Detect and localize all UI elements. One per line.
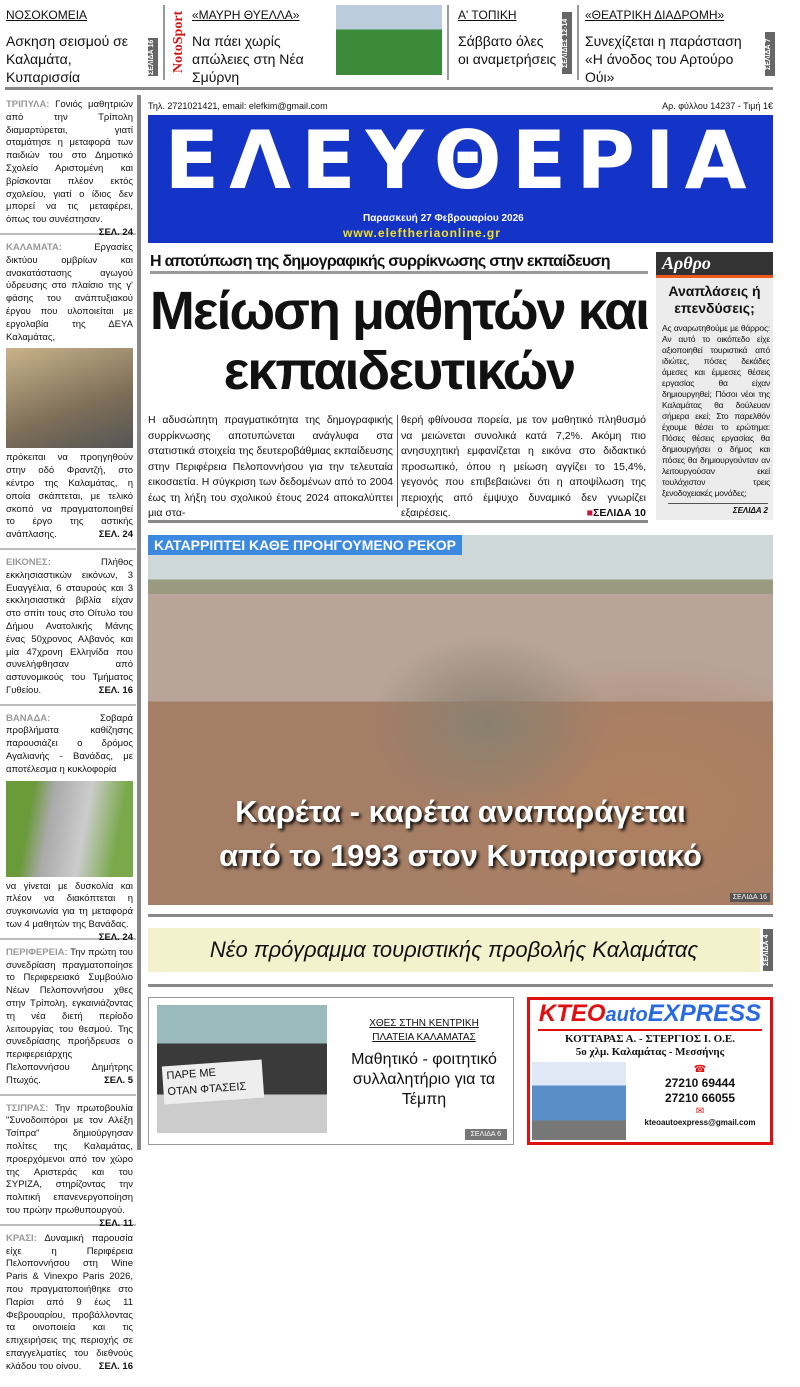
- ad-email[interactable]: kteoautoexpress@gmail.com: [644, 1118, 756, 1127]
- lead-body-col1: Η αδυσώπητη πραγματικότητα της δημογραφικής συρρίκνωσης αποτυπώνεται ανάγλυφα στα στατιστικά στοιχεία της δευτεροβάθμιας εκπαίδευσης στην Περιφέρεια Πελοποννήσου για την τελευταία εικοσαετία. Η σύγκριση των δεδομένων από το 2004 έως τη λήξη του σχολικού έτους 2024 αποκαλύπτει μια στα-: [148, 414, 393, 519]
- logo: ΕΛΕΥΘΕΡΙΑ: [164, 114, 757, 207]
- ad-phone[interactable]: 27210 66055: [664, 1091, 736, 1105]
- opinion-text: Ας αναρωτηθούμε με θάρρος: Αν αυτό το οικόπεδο είχε αξιοποιηθεί τουριστικά από ιδιώτες, πόσες δεκάδες άμεσες και έμμεσες θέσεις εργασίας θα είχαν δημιουργηθεί; Πόσοι νέοι της Καλαμάτας θα δούλευαν σήμερα εκεί; Στο παρελθόν έχουμε θέσει το ερώτημα: Πόσες θέσεις εργασίας θα δημιουργήσει ο δήμος και πόσες θα δημιουργούνταν αν λειτουργούσαν εκεί τουλάχιστον τρεις ξενοδοχειακές μονάδες;: [662, 323, 770, 498]
- teaser-theatre[interactable]: [585, 8, 763, 86]
- notosport-logo: NotoSport: [171, 10, 186, 74]
- brief-item[interactable]: ΚΡΑΣΙ: Δυναμική παρουσία είχε η Περιφέρεια Πελοποννήσου στη Wine Paris & Vinexpo Paris 2026, που πραγματοποιήθηκε στο Παρίσι από 9 έως 11 Φεβρουαρίου, προβάλλοντας τα οινοποιεία και τις επιχειρήσεις της περιοχής σε επαγγελματίες του διεθνούς κλάδου του οίνου. ΣΕΛ. 16: [6, 1232, 133, 1372]
- page-tab: ΣΕΛΙΔΕΣ 12-14: [562, 12, 572, 74]
- ad-brand: ΚΤΕΟ: [538, 1000, 606, 1027]
- roadworks-photo: [6, 348, 133, 448]
- teaser-title: Σάββατο όλες οι αναμετρήσεις: [458, 33, 557, 67]
- football-photo: [336, 5, 442, 75]
- teaser-title: Συνεχίζεται η παράσταση «Η άνοδος του Αρτούρο Ούι»: [585, 33, 742, 85]
- teaser-kicker: «ΘΕΑΤΡΙΚΗ ΔΙΑΔΡΟΜΗ»: [585, 8, 725, 22]
- banner-sign-text: ΟΤΑΝ ΦΤΑΣΕΙΣ: [167, 1080, 247, 1099]
- issue-info: Αρ. φύλλου 14237 - Τιμή 1€: [662, 101, 773, 111]
- ad-phone[interactable]: 27210 69444: [664, 1076, 736, 1090]
- kteo-ad[interactable]: [527, 997, 773, 1145]
- banner-sign-text: ΠΑΡΕ ΜΕ: [166, 1066, 217, 1083]
- kteo-building-photo: [532, 1062, 626, 1140]
- teaser-title: Ασκηση σεισμού σε Καλαμάτα, Κυπαρισσία: [6, 33, 128, 85]
- ad-address: 5ο χλμ. Καλαμάτας - Μεσσήνης: [575, 1046, 725, 1058]
- phone-icon: ☎: [693, 1064, 707, 1075]
- rally-photo: [157, 1005, 327, 1133]
- teaser-local[interactable]: [458, 8, 558, 68]
- banner-title: Νέο πρόγραμμα τουριστικής προβολής Καλαμάτας: [209, 937, 699, 962]
- website-link[interactable]: www.eleftheriaonline.gr: [343, 226, 501, 240]
- page-tab: ΣΕΛΙΔΑ 7: [765, 32, 775, 76]
- divider: [397, 415, 398, 507]
- teaser-hospitals[interactable]: [6, 8, 146, 86]
- teaser-kicker: «ΜΑΥΡΗ ΘΥΕΛΛΑ»: [192, 8, 300, 22]
- email-icon: ✉: [695, 1106, 705, 1117]
- lead-body-col2: θερή φθίνουσα πορεία, με τον μαθητικό πληθυσμό να μειώνεται συνολικά κατά 7,2%. Ακόμη πιο ανησυχητική εμφανίζεται η εικόνα στο διδακτικό προσωπικό, όπου η μείωση αγγίζει το 15,4%, γεγονός που επιβεβαιώνει ότι η αποψίλωση της περιοχής από έμψυχο δυναμικό δεν γνωρίζει εξαιρέσεις. ■ΣΕΛΙΔΑ 10: [401, 414, 646, 519]
- rally-page: ΣΕΛΙΔΑ 6: [465, 1129, 507, 1140]
- lead-kicker: Η αποτύπωση της δημογραφικής συρρίκνωσης στην εκπαίδευση: [150, 253, 648, 274]
- photo-headline-2: από το 1993 στον Κυπαρισσιακό: [219, 838, 702, 873]
- brief-item[interactable]: ΤΡΙΠΥΛΑ: Γονιός μαθητριών από την Τρίπολη διαμαρτύρεται, γιατί σταμάτησε η μεταφορά των παιδιών του στο Δημοτικό Σχολείο Αριστομένη και βρίσκονται πλέον εκτός σχολείου, γιατί ο ίδιος δεν μπορεί να τις μεταφέρει, όπως του συνέστησαν. ΣΕΛ. 24: [0, 99, 136, 235]
- page-tab: ΣΕΛΙΔΑ 4: [763, 929, 773, 971]
- photo-headline-1: Καρέτα - καρέτα αναπαράγεται: [235, 794, 686, 829]
- left-briefs: [0, 99, 136, 1387]
- divider: [577, 5, 579, 80]
- brief-item[interactable]: ΤΣΙΠΡΑΣ: Την πρωτοβουλία "Συνοδοιπόροι με τον Αλέξη Τσίπρα" δημιούργησαν πολίτες της Καλαμάτας, προερχόμενοι από τον χώρο της Αριστεράς και του ΣΥΡΙΖΑ, στηρίζοντας την πολιτική επανενεργοποίηση του πρώην πρωθυπουργού. ΣΕΛ. 11: [0, 1103, 136, 1226]
- opinion-title: Αναπλάσεις ή επενδύσεις;: [668, 283, 761, 316]
- divider: [5, 87, 773, 90]
- tourism-banner[interactable]: [148, 928, 760, 972]
- brief-item[interactable]: ΒΑΝΑΔΑ: Σοβαρά προβλήματα καθίζησης παρουσιάζει ο δρόμος Αγαλιανής - Βανάδας, με αποτέλεσμα η κυκλοφορία να γίνεται με δυσκολία και πλέον να διακόπτεται η συγκοινωνία για τη μεταφορά των 4 μαθητών της Βανάδας. ΣΕΛ. 24: [0, 713, 136, 940]
- divider: [163, 5, 165, 80]
- rally-kicker: ΧΘΕΣ ΣΤΗΝ ΚΕΝΤΡΙΚΗ: [369, 1018, 479, 1029]
- photo-kicker: ΚΑΤΑΡΡΙΠΤΕΙ ΚΑΘΕ ΠΡΟΗΓΟΥΜΕΝΟ ΡΕΚΟΡ: [148, 535, 462, 555]
- teaser-kicker: Α' ΤΟΠΙΚΗ: [458, 8, 517, 22]
- teaser-sport[interactable]: [192, 8, 332, 86]
- rally-title: Μαθητικό - φοιτητικό συλλαλητήριο για τα Τέμπη: [351, 1051, 497, 1108]
- protest-sign: [162, 1060, 264, 1105]
- ad-brand: EXPRESS: [647, 1000, 762, 1027]
- date: Παρασκευή 27 Φεβρουαρίου 2026: [363, 213, 524, 224]
- teaser-title: Να πάει χωρίς απώλειες στη Νέα Σμύρνη: [192, 33, 304, 85]
- brief-item[interactable]: ΕΙΚΟΝΕΣ: Πλήθος εκκλησιαστικών εικόνων, 3 Ευαγγέλια, 6 σταυρούς και 3 εκκλησιαστικά βιβλία είχαν στο σπίτι τους στο Οίτυλο του Δήμου Ανατολικής Μάνης ένας 50χρονος Αλβανός και μία 47χρονη Ελληνίδα που συνελήφθησαν από αστυνομικούς του Τμήματος Γυθείου. ΣΕΛ. 16: [0, 557, 136, 706]
- lead-page-ref: ΣΕΛΙΔΑ 10: [593, 507, 646, 519]
- photo-page: ΣΕΛΙΔΑ 16: [730, 893, 770, 902]
- rally-story[interactable]: [148, 997, 514, 1145]
- teaser-kicker: ΝΟΣΟΚΟΜΕΙΑ: [6, 8, 88, 22]
- divider: [148, 914, 773, 917]
- divider: [148, 984, 773, 987]
- damaged-road-photo: [6, 781, 133, 877]
- page-tab: ΣΕΛΙΔΑ 16: [148, 38, 158, 76]
- bullet-icon: ■: [586, 507, 594, 519]
- ad-brand: auto: [605, 1004, 648, 1026]
- brief-item[interactable]: ΠΕΡΙΦΕΡΕΙΑ: Την πρώτη του συνεδρίαση πραγματοποίησε το Περιφερειακό Συμβούλιο Νέων Πελοποννήσου χθες στην Τρίπολη, εγκαινιάζοντας τη νέα διετή περίοδο λειτουργίας του θεσμού. Της συνεδρίασης προήδρευσε ο περιφερειάρχης Πελοποννήσου Δημήτρης Πτωχός. ΣΕΛ. 5: [0, 947, 136, 1096]
- lead-headline[interactable]: Μείωση μαθητών και εκπαιδευτικών: [149, 281, 649, 401]
- turtle-photo[interactable]: [148, 535, 773, 905]
- opinion-page: ΣΕΛΙΔΑ 2: [668, 503, 768, 516]
- divider: [447, 5, 449, 80]
- divider: [148, 520, 648, 523]
- rally-kicker: ΠΛΑΤΕΙΑ ΚΑΛΑΜΑΤΑΣ: [372, 1032, 476, 1043]
- opinion-label: Αρθρο: [656, 252, 773, 278]
- ad-company: ΚΟΤΤΑΡΑΣ Α. - ΣΤΕΡΓΙΟΣ Ι. Ο.Ε.: [565, 1033, 735, 1045]
- contact-info: Τηλ. 2721021421, email: elefkim@gmail.com: [148, 101, 328, 111]
- opinion-box[interactable]: [656, 252, 773, 520]
- brief-item[interactable]: ΚΑΛΑΜΑΤΑ: Εργασίες δικτύου ομβρίων και ανακατάστασης αγωγού ύδρευσης στο πλαίσιο της γ' φάσης του ανάπτυξιακού έργου που υλοποιείται με εργολαβία της ΔΕΥΑ Καλαμάτας, πρόκειται να προηγηθούν στην οδό Φραντζή, στο κέντρο της Καλαμάτας, η οποία σκάπτεται, με τελικό σκοπό να πραγματοποιηθεί το έργο της αστικής ανάπλασης. ΣΕΛ. 24: [0, 242, 136, 550]
- column-divider: [137, 95, 141, 1150]
- masthead-banner[interactable]: [148, 115, 773, 243]
